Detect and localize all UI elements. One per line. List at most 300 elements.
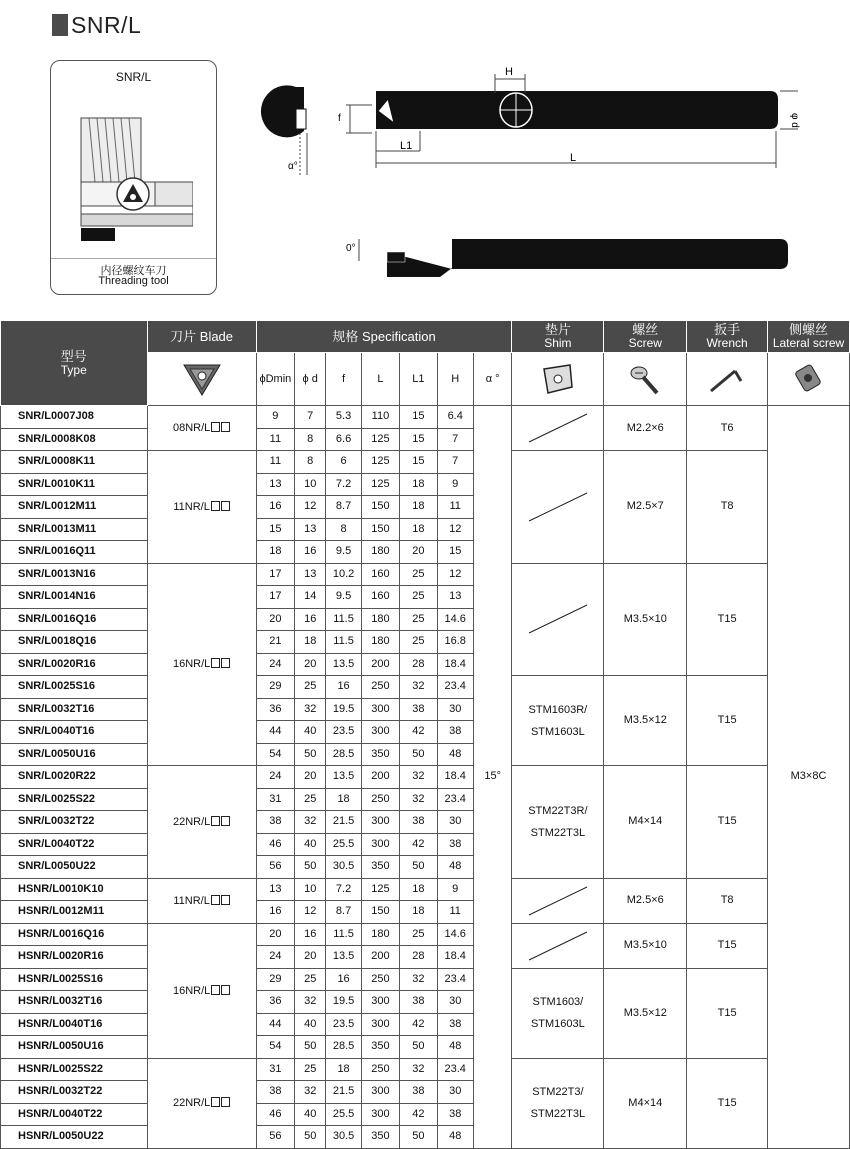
spec-H-cell: 30 (437, 698, 473, 721)
spec-dmin-cell: 36 (256, 698, 294, 721)
spec-d-cell: 10 (295, 473, 326, 496)
spec-L1-cell: 18 (400, 901, 437, 924)
spec-d-cell: 10 (295, 878, 326, 901)
spec-f-cell: 28.5 (326, 743, 361, 766)
shim-cell (512, 878, 604, 923)
spec-dmin-cell: 56 (256, 1126, 294, 1149)
spec-dmin-cell: 24 (256, 766, 294, 789)
spec-L1-cell: 42 (400, 721, 437, 744)
spec-d-cell: 50 (295, 1126, 326, 1149)
lateral-screw-icon-cell (768, 353, 850, 406)
type-cell: HSNR/L0025S22 (1, 1058, 148, 1081)
spec-d-cell: 40 (295, 1103, 326, 1126)
spec-H-cell: 6.4 (437, 406, 473, 429)
spec-dmin-cell: 20 (256, 923, 294, 946)
spec-L1-cell: 50 (400, 856, 437, 879)
L-label: L (570, 152, 577, 164)
spec-H-cell: 14.6 (437, 923, 473, 946)
card-caption-en: Threading tool (98, 275, 169, 287)
alpha-cell: 15° (473, 406, 511, 1149)
spec-L-cell: 180 (361, 541, 399, 564)
spec-L1-cell: 32 (400, 968, 437, 991)
d-label: φ d (789, 113, 800, 128)
blade-label: 16NR/L (172, 984, 211, 997)
spec-H-cell: 7 (437, 451, 473, 474)
no-shim-slash (523, 928, 593, 964)
spec-L1-cell: 38 (400, 698, 437, 721)
spec-L-cell: 150 (361, 496, 399, 519)
spec-dmin-cell: 13 (256, 878, 294, 901)
spec-dmin-cell: 44 (256, 1013, 294, 1036)
spec-f-cell: 30.5 (326, 1126, 361, 1149)
spec-H-cell: 9 (437, 473, 473, 496)
type-cell: HSNR/L0032T16 (1, 991, 148, 1014)
spec-H-cell: 14.6 (437, 608, 473, 631)
spec-L-cell: 200 (361, 946, 399, 969)
spec-L1-cell: 18 (400, 473, 437, 496)
spec-L-cell: 150 (361, 901, 399, 924)
spec-dmin-cell: 24 (256, 653, 294, 676)
spec-d-cell: 18 (295, 631, 326, 654)
spec-f-cell: 18 (326, 788, 361, 811)
spec-L-cell: 300 (361, 1013, 399, 1036)
spec-L-cell: 180 (361, 923, 399, 946)
shim-cell (512, 563, 604, 676)
type-cell: SNR/L0018Q16 (1, 631, 148, 654)
spec-f-cell: 5.3 (326, 406, 361, 429)
spec-H-cell: 23.4 (437, 676, 473, 699)
spec-H-cell: 18.4 (437, 766, 473, 789)
col-f: f (326, 353, 361, 406)
placeholder-box-icon (221, 422, 230, 432)
spec-dmin-cell: 31 (256, 1058, 294, 1081)
no-shim-slash (523, 883, 593, 919)
shim-code: STM1603L (530, 725, 585, 738)
spec-dmin-cell: 38 (256, 811, 294, 834)
spec-L1-cell: 42 (400, 1013, 437, 1036)
spec-dmin-cell: 31 (256, 788, 294, 811)
spec-dmin-cell: 16 (256, 901, 294, 924)
set-screw-icon (791, 361, 827, 397)
alpha-label: α° (288, 161, 298, 172)
spec-L1-cell: 50 (400, 1126, 437, 1149)
spec-f-cell: 8 (326, 518, 361, 541)
spec-H-cell: 15 (437, 541, 473, 564)
spec-L-cell: 125 (361, 878, 399, 901)
screw-header-cn: 螺丝 (632, 322, 659, 338)
spec-dmin-cell: 38 (256, 1081, 294, 1104)
wrench-cell: T15 (687, 766, 768, 879)
spec-f-cell: 11.5 (326, 631, 361, 654)
spec-d-cell: 25 (295, 676, 326, 699)
spec-f-cell: 13.5 (326, 946, 361, 969)
placeholder-box-icon (221, 1097, 230, 1107)
spec-L-cell: 300 (361, 1103, 399, 1126)
spec-H-cell: 16.8 (437, 631, 473, 654)
spec-L-cell: 250 (361, 788, 399, 811)
spec-H-cell: 23.4 (437, 788, 473, 811)
page-title (52, 10, 141, 40)
spec-dmin-cell: 29 (256, 968, 294, 991)
spec-L-cell: 110 (361, 406, 399, 429)
shim-code: STM22T3L (530, 826, 586, 839)
spec-L-cell: 180 (361, 608, 399, 631)
spec-H-cell: 30 (437, 1081, 473, 1104)
spec-d-cell: 16 (295, 923, 326, 946)
type-cell: SNR/L0020R16 (1, 653, 148, 676)
screw-icon (627, 361, 663, 397)
type-cell: SNR/L0013M11 (1, 518, 148, 541)
spec-dmin-cell: 15 (256, 518, 294, 541)
type-cell: HSNR/L0020R16 (1, 946, 148, 969)
spec-f-cell: 8.7 (326, 496, 361, 519)
shim-cell (512, 1058, 604, 1148)
col-dmin: ϕDmin (256, 353, 294, 406)
screw-cell: M2.5×7 (604, 451, 687, 564)
type-cell: HSNR/L0012M11 (1, 901, 148, 924)
placeholder-box-icon (221, 895, 230, 905)
wrench-header (687, 321, 768, 353)
spec-f-cell: 23.5 (326, 1013, 361, 1036)
spec-d-cell: 32 (295, 991, 326, 1014)
spec-L1-cell: 42 (400, 833, 437, 856)
spec-dmin-cell: 17 (256, 586, 294, 609)
table-row (1, 923, 850, 946)
placeholder-box-icon (211, 985, 220, 995)
shim-code: STM1603L (530, 1018, 585, 1030)
spec-d-cell: 20 (295, 946, 326, 969)
spec-f-cell: 28.5 (326, 1036, 361, 1059)
spec-H-cell: 30 (437, 811, 473, 834)
spec-f-cell: 10.2 (326, 563, 361, 586)
wrench-header-en: Wrench (706, 336, 748, 351)
spec-f-cell: 18 (326, 1058, 361, 1081)
page-title-text: SNR/L (71, 11, 142, 38)
spec-dmin-cell: 16 (256, 496, 294, 519)
spec-L-cell: 160 (361, 563, 399, 586)
wrench-cell: T15 (687, 1058, 768, 1148)
placeholder-box-icon (221, 501, 230, 511)
blade-cell (147, 406, 256, 451)
wrench-cell: T6 (687, 406, 768, 451)
shim-cell (512, 923, 604, 968)
type-cell: SNR/L0010K11 (1, 473, 148, 496)
wrench-cell: T15 (687, 923, 768, 968)
spec-H-cell: 48 (437, 1126, 473, 1149)
f-label: f (338, 113, 341, 124)
spec-d-cell: 12 (295, 901, 326, 924)
spec-L1-cell: 25 (400, 586, 437, 609)
lateral-screw-cell: M3×8C (768, 406, 850, 1149)
spec-d-cell: 40 (295, 833, 326, 856)
spec-L1-cell: 32 (400, 788, 437, 811)
spec-f-cell: 30.5 (326, 856, 361, 879)
type-cell: HSNR/L0032T22 (1, 1081, 148, 1104)
spec-dmin-cell: 11 (256, 451, 294, 474)
spec-L1-cell: 32 (400, 766, 437, 789)
spec-d-cell: 7 (295, 406, 326, 429)
spec-dmin-cell: 24 (256, 946, 294, 969)
spec-d-cell: 50 (295, 856, 326, 879)
placeholder-box-icon (211, 1097, 220, 1107)
type-cell: HSNR/L0025S16 (1, 968, 148, 991)
spec-H-cell: 11 (437, 901, 473, 924)
type-cell: SNR/L0008K11 (1, 451, 148, 474)
H-label: H (505, 66, 513, 78)
shim-cell (512, 766, 604, 879)
blade-label: 11NR/L (173, 894, 210, 907)
no-shim-slash (523, 489, 593, 525)
placeholder-box-icon (221, 985, 230, 995)
type-cell: HSNR/L0050U22 (1, 1126, 148, 1149)
spec-d-cell: 25 (295, 1058, 326, 1081)
shim-code: STM1603/ (532, 996, 584, 1008)
table-row (1, 676, 850, 699)
spec-d-cell: 40 (295, 1013, 326, 1036)
spec-f-cell: 19.5 (326, 991, 361, 1014)
boring-bar-section-illustration (75, 116, 193, 241)
blade-label: 22NR/L (172, 1097, 211, 1109)
spec-d-cell: 13 (295, 563, 326, 586)
spec-L1-cell: 20 (400, 541, 437, 564)
spec-f-cell: 11.5 (326, 923, 361, 946)
spec-dmin-cell: 20 (256, 608, 294, 631)
screw-header (604, 321, 687, 353)
type-cell: SNR/L0020R22 (1, 766, 148, 789)
placeholder-box-icon (221, 816, 230, 826)
spec-dmin-cell: 17 (256, 563, 294, 586)
blade-cell (147, 766, 256, 879)
spec-d-cell: 20 (295, 766, 326, 789)
table-row (1, 1058, 850, 1081)
table-row (1, 766, 850, 789)
shim-cell (512, 451, 604, 564)
spec-dmin-cell: 9 (256, 406, 294, 429)
spec-L-cell: 125 (361, 473, 399, 496)
spec-L-cell: 300 (361, 811, 399, 834)
blade-cell (147, 923, 256, 1058)
lateral-header-cn: 侧螺丝 (789, 322, 829, 338)
placeholder-box-icon (211, 658, 220, 668)
spec-H-cell: 12 (437, 518, 473, 541)
col-alpha: α ° (473, 353, 511, 406)
spec-d-cell: 40 (295, 721, 326, 744)
spec-dmin-cell: 36 (256, 991, 294, 1014)
spec-L1-cell: 42 (400, 1103, 437, 1126)
spec-L-cell: 300 (361, 833, 399, 856)
spec-d-cell: 32 (295, 811, 326, 834)
spec-L-cell: 350 (361, 856, 399, 879)
blade-cell (147, 878, 256, 923)
spec-L-cell: 350 (361, 1126, 399, 1149)
screw-cell: M3.5×12 (604, 968, 687, 1058)
type-cell: SNR/L0025S16 (1, 676, 148, 699)
spec-f-cell: 6 (326, 451, 361, 474)
spec-f-cell: 16 (326, 968, 361, 991)
placeholder-box-icon (211, 895, 220, 905)
spec-f-cell: 6.6 (326, 428, 361, 451)
card-divider (51, 258, 216, 259)
spec-L-cell: 300 (361, 991, 399, 1014)
spec-header: 规格 Specification (256, 321, 512, 353)
spec-L1-cell: 50 (400, 743, 437, 766)
tool-type-card (50, 60, 217, 295)
L1-label: L1 (400, 140, 413, 152)
shim-code: STM22T3L (530, 1108, 586, 1120)
spec-d-cell: 8 (295, 451, 326, 474)
spec-dmin-cell: 44 (256, 721, 294, 744)
spec-L-cell: 180 (361, 631, 399, 654)
screw-icon-cell (604, 353, 687, 406)
spec-d-cell: 8 (295, 428, 326, 451)
spec-L1-cell: 25 (400, 608, 437, 631)
spec-dmin-cell: 11 (256, 428, 294, 451)
spec-f-cell: 7.2 (326, 878, 361, 901)
spec-L-cell: 250 (361, 968, 399, 991)
shim-header (512, 321, 604, 353)
spec-L-cell: 250 (361, 676, 399, 699)
spec-d-cell: 16 (295, 608, 326, 631)
spec-L1-cell: 32 (400, 676, 437, 699)
spec-d-cell: 25 (295, 788, 326, 811)
col-L: L (361, 353, 399, 406)
card-caption-cn: 内径螺纹车刀 (100, 265, 167, 277)
type-cell: SNR/L0014N16 (1, 586, 148, 609)
wrench-icon-cell (687, 353, 768, 406)
table-row (1, 968, 850, 991)
type-cell: SNR/L0040T16 (1, 721, 148, 744)
spec-dmin-cell: 46 (256, 1103, 294, 1126)
spec-dmin-cell: 21 (256, 631, 294, 654)
wrench-cell: T15 (687, 676, 768, 766)
spec-H-cell: 38 (437, 721, 473, 744)
blade-header: 刀片 Blade (147, 321, 256, 353)
type-header-cn: 型号 (60, 348, 87, 364)
spec-H-cell: 30 (437, 991, 473, 1014)
spec-L-cell: 300 (361, 721, 399, 744)
type-cell: HSNR/L0040T22 (1, 1103, 148, 1126)
lateral-screw-header (768, 321, 850, 353)
spec-f-cell: 11.5 (326, 608, 361, 631)
spec-f-cell: 25.5 (326, 1103, 361, 1126)
type-cell: HSNR/L0050U16 (1, 1036, 148, 1059)
wrench-cell: T8 (687, 451, 768, 564)
shim-code: STM1603R/ (528, 703, 588, 716)
blade-label: 08NR/L (172, 422, 211, 434)
spec-f-cell: 7.2 (326, 473, 361, 496)
title-square-icon (52, 14, 68, 36)
placeholder-box-icon (211, 422, 220, 432)
spec-f-cell: 9.5 (326, 541, 361, 564)
screw-cell: M4×14 (604, 1058, 687, 1148)
wrench-cell: T15 (687, 968, 768, 1058)
spec-H-cell: 38 (437, 1013, 473, 1036)
spec-dmin-cell: 29 (256, 676, 294, 699)
spec-H-cell: 9 (437, 878, 473, 901)
spec-H-cell: 23.4 (437, 968, 473, 991)
table-row (1, 878, 850, 901)
spec-H-cell: 23.4 (437, 1058, 473, 1081)
spec-L-cell: 250 (361, 1058, 399, 1081)
screw-header-en: Screw (628, 336, 662, 351)
spec-dmin-cell: 54 (256, 743, 294, 766)
shim-code: STM22T3/ (532, 1086, 584, 1098)
screw-cell: M2.2×6 (604, 406, 687, 451)
placeholder-box-icon (221, 658, 230, 668)
spec-H-cell: 48 (437, 743, 473, 766)
type-cell: SNR/L0008K08 (1, 428, 148, 451)
spec-f-cell: 23.5 (326, 721, 361, 744)
type-cell: SNR/L0050U22 (1, 856, 148, 879)
spec-H-cell: 18.4 (437, 653, 473, 676)
placeholder-box-icon (211, 816, 220, 826)
shim-header-en: Shim (544, 336, 572, 351)
spec-d-cell: 13 (295, 518, 326, 541)
spec-L1-cell: 32 (400, 1058, 437, 1081)
spec-f-cell: 19.5 (326, 698, 361, 721)
spec-H-cell: 48 (437, 1036, 473, 1059)
col-H: H (437, 353, 473, 406)
type-header (1, 321, 148, 406)
spec-dmin-cell: 54 (256, 1036, 294, 1059)
spec-L-cell: 350 (361, 743, 399, 766)
type-header-en: Type (60, 362, 87, 377)
type-cell: SNR/L0007J08 (1, 406, 148, 429)
spec-dmin-cell: 18 (256, 541, 294, 564)
spec-f-cell: 16 (326, 676, 361, 699)
spec-f-cell: 8.7 (326, 901, 361, 924)
shim-header-cn: 垫片 (544, 322, 571, 338)
spec-d-cell: 25 (295, 968, 326, 991)
screw-cell: M3.5×10 (604, 563, 687, 676)
threading-insert-icon (180, 359, 224, 399)
type-cell: SNR/L0012M11 (1, 496, 148, 519)
spec-L1-cell: 38 (400, 811, 437, 834)
wrench-cell: T15 (687, 563, 768, 676)
spec-L1-cell: 15 (400, 406, 437, 429)
type-cell: SNR/L0013N16 (1, 563, 148, 586)
shim-cell (512, 406, 604, 451)
spec-L1-cell: 50 (400, 1036, 437, 1059)
type-cell: SNR/L0032T22 (1, 811, 148, 834)
spec-H-cell: 18.4 (437, 946, 473, 969)
spec-L1-cell: 25 (400, 923, 437, 946)
spec-d-cell: 32 (295, 698, 326, 721)
spec-d-cell: 50 (295, 1036, 326, 1059)
wrench-header-cn: 扳手 (714, 322, 741, 338)
spec-f-cell: 13.5 (326, 766, 361, 789)
spec-f-cell: 21.5 (326, 1081, 361, 1104)
screw-cell: M3.5×12 (604, 676, 687, 766)
col-d: ϕ d (295, 353, 326, 406)
spec-H-cell: 11 (437, 496, 473, 519)
type-cell: SNR/L0032T16 (1, 698, 148, 721)
spec-L-cell: 300 (361, 698, 399, 721)
type-cell: SNR/L0016Q11 (1, 541, 148, 564)
spec-L1-cell: 18 (400, 496, 437, 519)
type-cell: HSNR/L0040T16 (1, 1013, 148, 1036)
spec-d-cell: 14 (295, 586, 326, 609)
spec-L-cell: 350 (361, 1036, 399, 1059)
shim-icon (540, 361, 576, 397)
type-cell: HSNR/L0010K10 (1, 878, 148, 901)
placeholder-box-icon (211, 501, 220, 511)
header-row-1 (1, 321, 850, 353)
type-cell: SNR/L0050U16 (1, 743, 148, 766)
lateral-header-en: Lateral screw (772, 336, 845, 351)
blade-cell (147, 1058, 256, 1148)
spec-f-cell: 21.5 (326, 811, 361, 834)
